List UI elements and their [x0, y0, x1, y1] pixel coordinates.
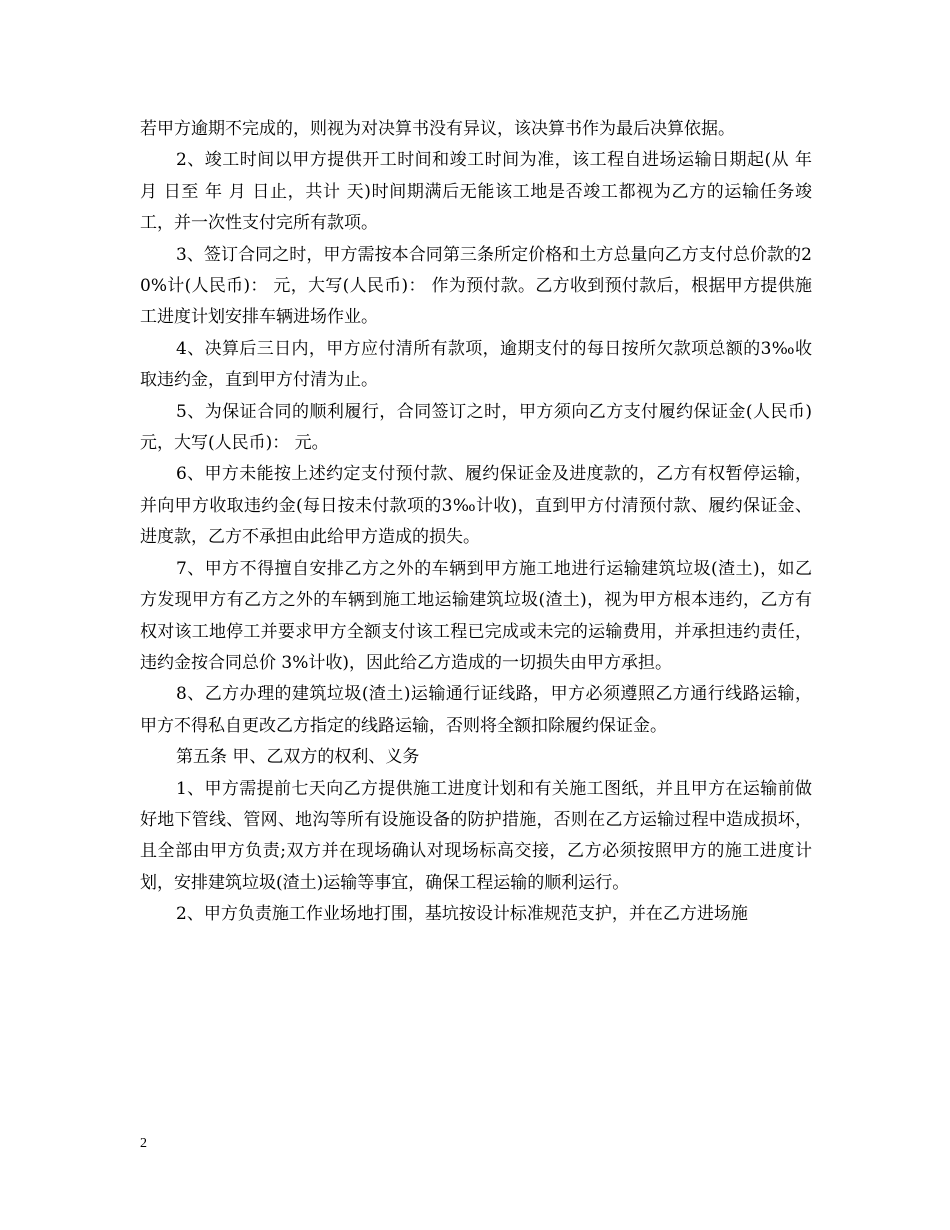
section-heading-article-5: 第五条 甲、乙双方的权利、义务	[176, 747, 420, 768]
document-body	[140, 114, 812, 931]
paragraph-clause-4: 4、决算后三日内，甲方应付清所有款项，逾期支付的每日按所欠款项总额的3‰收取违约金，直到甲方付清为止。	[140, 338, 812, 391]
paragraph-settlement-deadline: 若甲方逾期不完成的，则视为对决算书没有异议，该决算书作为最后决算依据。	[140, 119, 735, 139]
paragraph-clause-7: 7、甲方不得擅自安排乙方之外的车辆到甲方施工地进行运输建筑垃圾(渣土)，如乙方发现甲方有乙方之外的车辆到施工地运输建筑垃圾(渣土)，视为甲方根本违约，乙方有权对该工地停工并要求甲方全额支付该工程已完成或未完的运输费用，并承担违约责任，违约金按合同总价 3%计收)，因此给乙方造成的一切损失由甲方承担。	[140, 558, 812, 673]
paragraph-clause-5: 5、为保证合同的顺利履行，合同签订之时，甲方须向乙方支付履约保证金(人民币) 元，大写(人民币)： 元。	[140, 401, 812, 454]
page-number: 2	[140, 1136, 147, 1151]
paragraph-clause-6: 6、甲方未能按上述约定支付预付款、履约保证金及进度款的，乙方有权暂停运输，并向甲方收取违约金(每日按未付款项的3‰计收)，直到甲方付清预付款、履约保证金、进度款，乙方不承担由此给甲方造成的损失。	[140, 464, 812, 548]
paragraph-clause-2: 2、竣工时间以甲方提供开工时间和竣工时间为准，该工程自进场运输日期起(从 年 月 日至 年 月 日止，共计 天)时间期满后无能该工地是否竣工都视为乙方的运输任务竣工，并一次性支付完所有款项。	[140, 150, 812, 234]
paragraph-article-5-clause-1: 1、甲方需提前七天向乙方提供施工进度计划和有关施工图纸，并且甲方在运输前做好地下管线、管网、地沟等所有设施设备的防护措施，否则在乙方运输过程中造成损坏，且全部由甲方负责;双方并在现场确认对现场标高交接，乙方必须按照甲方的施工进度计划，安排建筑垃圾(渣土)运输等事宜，确保工程运输的顺利运行。	[140, 778, 812, 893]
paragraph-article-5-clause-2: 2、甲方负责施工作业场地打围，基坑按设计标准规范支护，并在乙方进场施	[176, 904, 748, 925]
paragraph-clause-8: 8、乙方办理的建筑垃圾(渣土)运输通行证线路，甲方必须遵照乙方通行线路运输，甲方不得私自更改乙方指定的线路运输，否则将全额扣除履约保证金。	[140, 684, 812, 736]
paragraph-clause-3: 3、签订合同之时，甲方需按本合同第三条所定价格和土方总量向乙方支付总价款的20%计(人民币)： 元，大写(人民币)： 作为预付款。乙方收到预付款后，根据甲方提供施工进度计划安排车辆进场作业。	[140, 244, 812, 328]
